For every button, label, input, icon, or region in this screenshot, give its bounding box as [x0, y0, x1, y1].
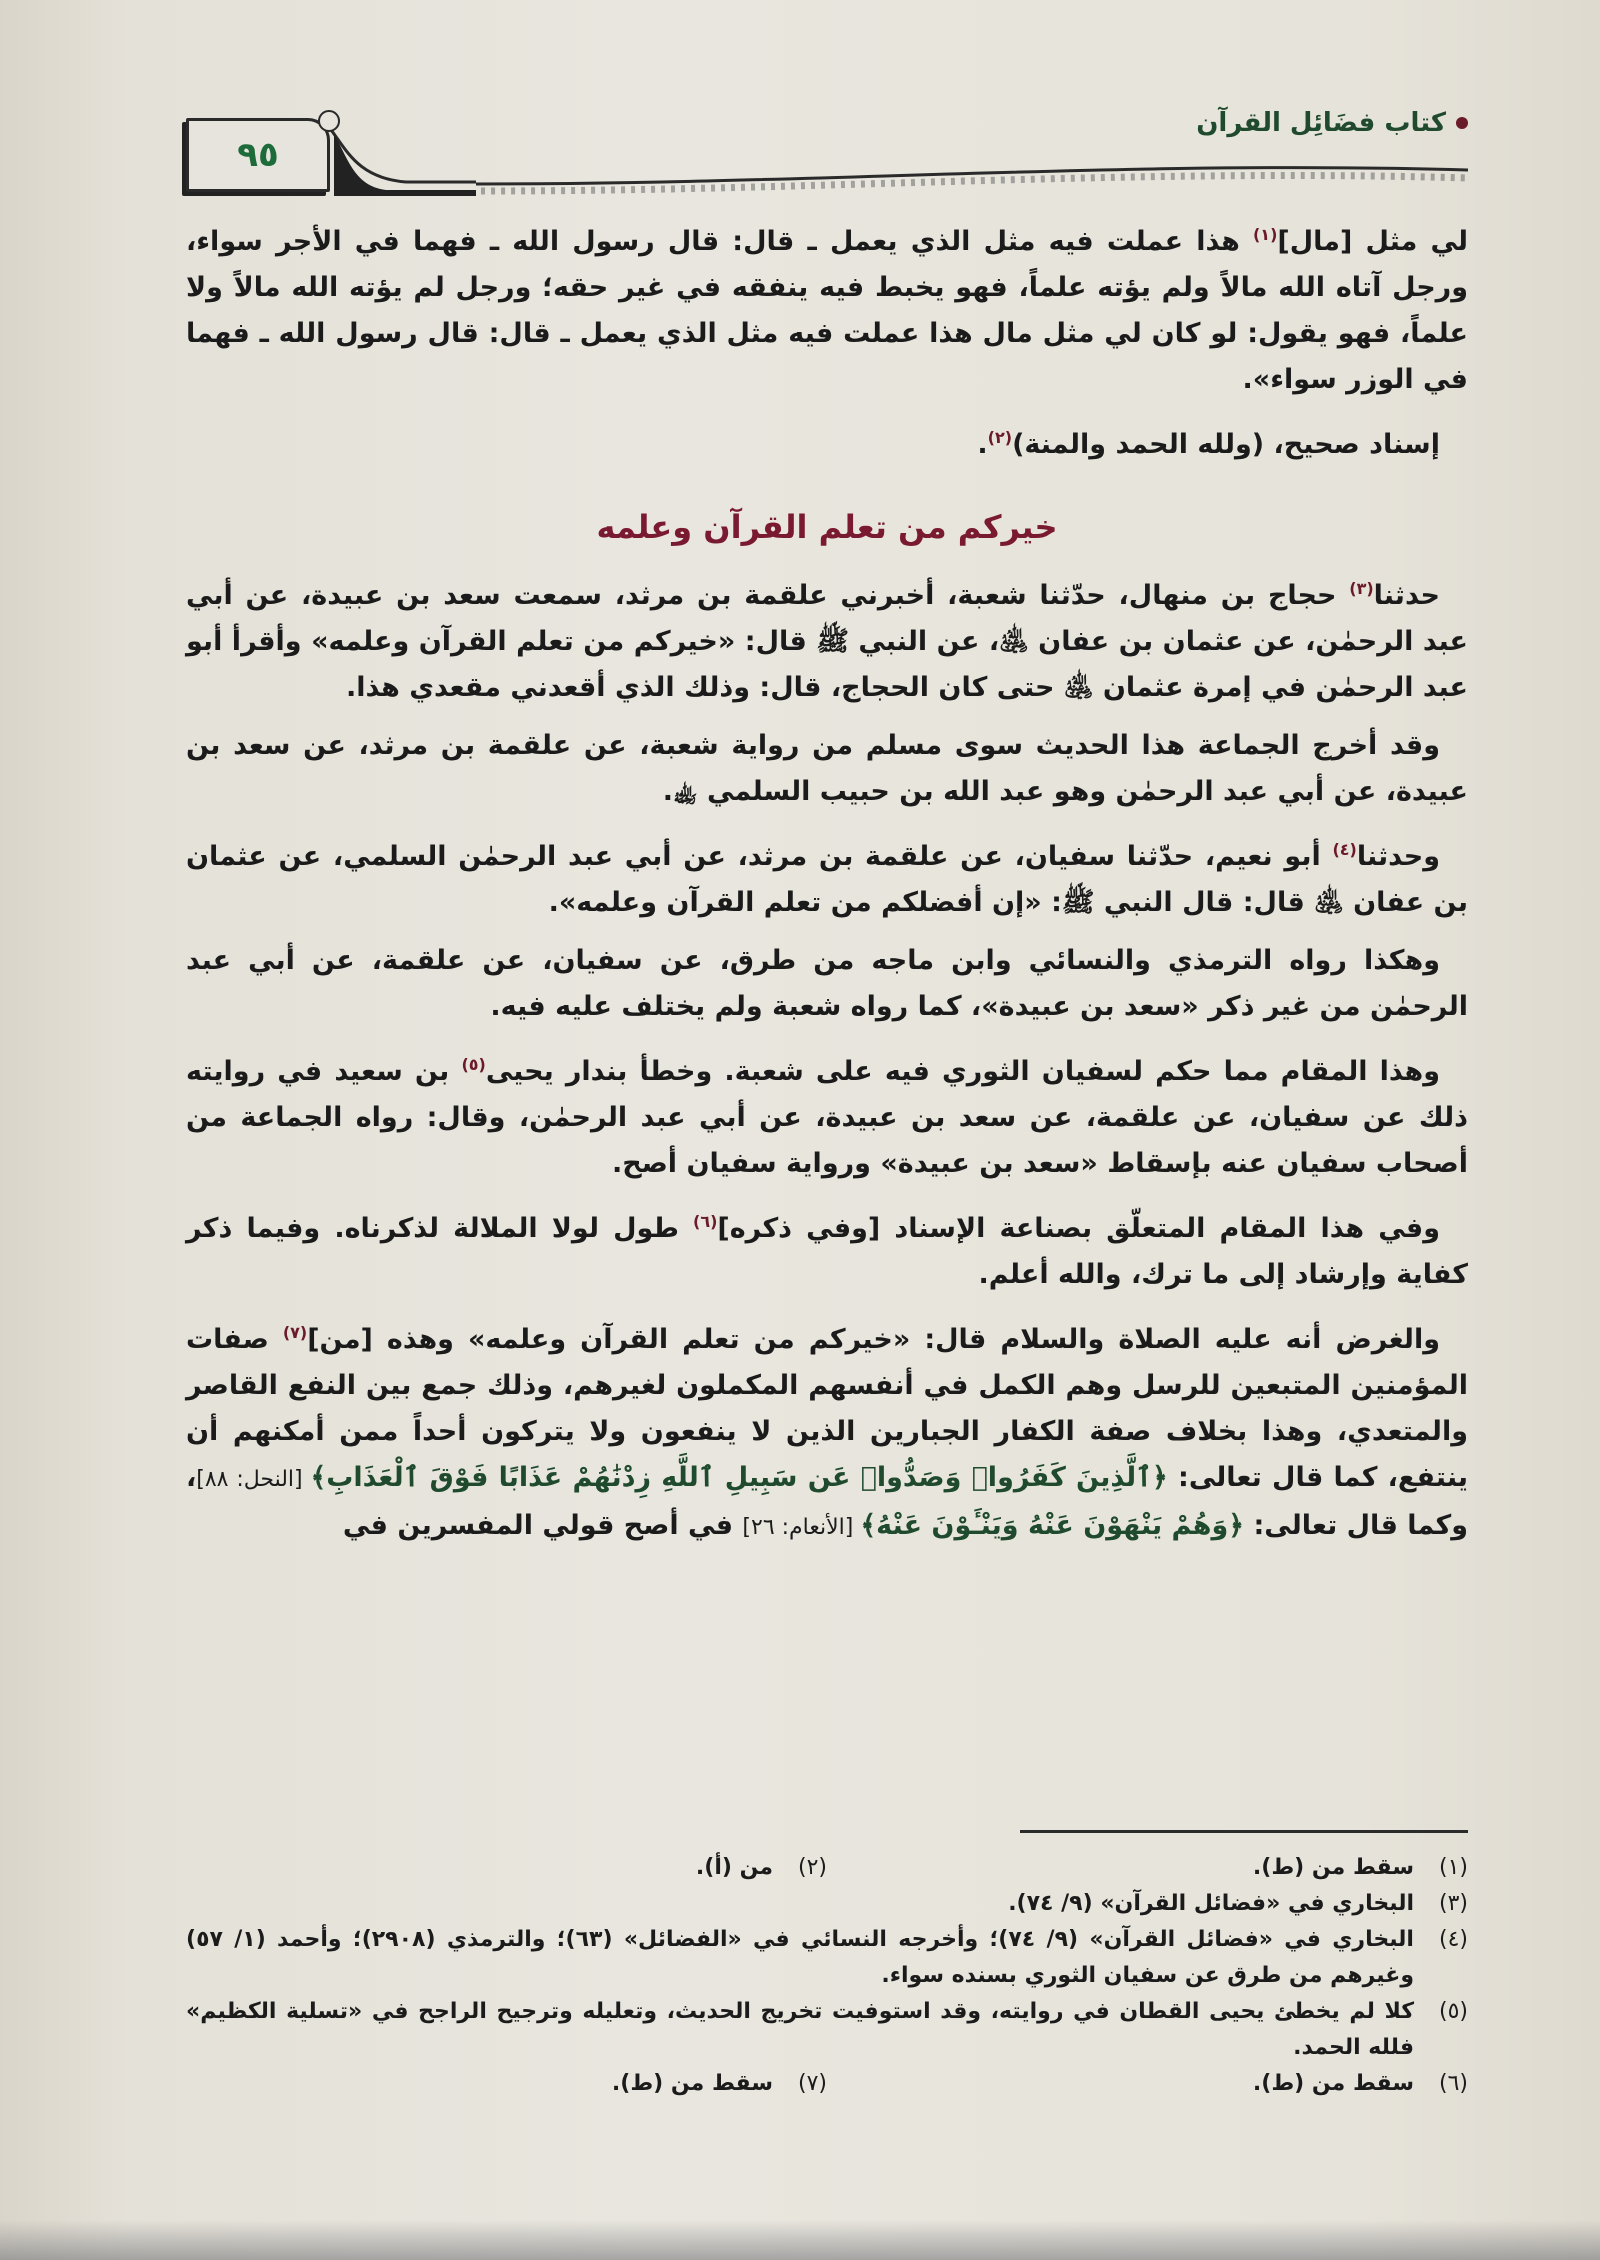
footnote-separator	[1020, 1830, 1468, 1833]
paragraph-text: وهكذا رواه الترمذي والنسائي وابن ماجه من طرق، عن سفيان، عن علقمة، عن أبي عبد الرحمٰن من غير ذكر «سعد بن عبيدة»، كما رواه شعبة ولم يختلف عليه فيه.	[186, 945, 1468, 1022]
footnote-7	[186, 2066, 827, 2102]
footnote-text: البخاري في «فضائل القرآن» (٩/ ٧٤)؛ وأخرجه النسائي في «الفضائل» (٦٣)؛ والترمذي (٢٩٠٨)؛ وأحمد (١/ ٥٧) وغيرهم من طرق عن سفيان الثوري بسنده سواء.	[186, 1927, 1414, 1988]
footnote-text: البخاري في «فضائل القرآن» (٩/ ٧٤).	[1008, 1891, 1414, 1916]
paragraph-text: أبو نعيم، حدّثنا سفيان، عن علقمة بن مرثد، عن أبي عبد الرحمٰن السلمي، عن عثمان بن عفان ﵁ قال: قال النبي ﷺ: «إن أفضلكم من تعلم القرآن وعلمه».	[186, 841, 1468, 918]
footnote-ref[interactable]: (٣)	[1349, 579, 1374, 598]
footnote-number: (٢)	[797, 1855, 827, 1880]
footnote-ref[interactable]: (٤)	[1332, 840, 1357, 859]
paragraph-text: وحدثنا	[1356, 841, 1440, 872]
footnote-ref[interactable]: (٦)	[693, 1212, 718, 1231]
paragraph-text: وهذا المقام مما حكم لسفيان الثوري فيه على شعبة. وخطأ بندار يحيى	[485, 1056, 1440, 1087]
footnote-text: كلا لم يخطئ يحيى القطان في روايته، وقد استوفيت تخريج الحديث، وتعليله وترجيح الراجح في «تسلية الكظيم» فلله الحمد.	[186, 1999, 1414, 2060]
main-text	[186, 212, 1468, 1563]
book-title: كتاب فضَائِل القرآن	[1196, 108, 1446, 138]
paragraph	[186, 1199, 1468, 1298]
footnote-row	[186, 1922, 1468, 1994]
running-title	[1196, 108, 1468, 138]
footnote-number: (٤)	[1438, 1927, 1468, 1952]
footnote-1	[827, 1850, 1468, 1886]
quran-verse: ﴿وَهُمْ يَنْهَوْنَ عَنْهُ وَيَنْـَٔوْنَ عَنْهُ﴾	[860, 1510, 1245, 1541]
paragraph-text: والغرض أنه عليه الصلاة والسلام قال: «خيركم من تعلم القرآن وعلمه» وهذه [من]	[307, 1324, 1440, 1355]
footnote-ref[interactable]: (٧)	[282, 1323, 308, 1342]
footnote-row	[186, 1850, 1468, 1886]
paragraph-text: وفي هذا المقام المتعلّق بصناعة الإسناد [وفي ذكره]	[717, 1213, 1440, 1244]
paragraph-text: لي مثل [مال]	[1277, 226, 1468, 257]
paragraph-text: حدثنا	[1373, 580, 1440, 611]
footnote-ref[interactable]: (٢)	[987, 428, 1013, 447]
paragraph-text: صفات المؤمنين المتبعين للرسل وهم الكمل في أنفسهم المكملون لغيرهم، وذلك جمع بين النفع القاصر والمتعدي، وهذا بخلاف صفة الكفار الجبارين الذين لا ينفعون ولا يتركون أحداً ممن أمكنهم أن ينتفع، كما قال تعالى:	[186, 1324, 1468, 1493]
paragraph-text: طول لولا الملالة لذكرناه. وفيما ذكر كفاية وإرشاد إلى ما ترك، والله أعلم.	[186, 1213, 1468, 1290]
footnote-row	[186, 2066, 1468, 2102]
paragraph-text: إسناد صحيح، (ولله الحمد والمنة)	[1012, 429, 1440, 460]
footnote-3	[186, 1886, 1468, 1922]
paragraph	[186, 938, 1468, 1030]
paragraph-text: حجاج بن منهال، حدّثنا شعبة، أخبرني علقمة بن مرثد، سمعت سعد بن عبيدة، عن أبي عبد الرحمٰن، عن عثمان بن عفان ﵁، عن النبي ﷺ قال: «خيركم من تعلم القرآن وعلمه» وأقرأ أبو عبد الرحمٰن في إمرة عثمان ﵁ حتى كان الحجاج، قال: وذلك الذي أقعدني مقعدي هذا.	[186, 580, 1468, 703]
page-number: ٩٥	[237, 135, 279, 175]
footnote-5	[186, 1994, 1468, 2066]
footnote-text: سقط من (ط).	[1252, 1855, 1414, 1880]
footnote-number: (٥)	[1438, 1999, 1468, 2024]
paragraph-text: بن سعيد في روايته ذلك عن سفيان، عن علقمة، عن سعد بن عبيدة، عن أبي عبد الرحمٰن، وقال: رواه الجماعة من أصحاب سفيان عنه بإسقاط «سعد بن عبيدة» ورواية سفيان أصح.	[186, 1056, 1468, 1179]
page-number-box	[186, 118, 330, 192]
paragraph	[186, 723, 1468, 815]
paragraph	[186, 1310, 1468, 1551]
section-heading: خيركم من تعلم القرآن وعلمه	[596, 508, 1058, 546]
verse-reference: [الأنعام: ٢٦]	[742, 1515, 861, 1540]
paragraph-text: هذا عملت فيه مثل الذي يعمل ـ قال: قال رسول الله ـ فهما في الأجر سواء، ورجل آتاه الله مالاً ولم يؤته علماً، فهو يخبط فيه ينفقه في غير حقه؛ ورجل لم يؤته الله مالاً ولا علماً، فهو يقول: لو كان لي مثل مال هذا عملت فيه مثل الذي يعمل ـ قال: قال رسول الله ـ فهما في الوزر سواء».	[186, 226, 1468, 395]
verse-reference: [النحل: ٨٨]	[196, 1467, 311, 1492]
footnote-2	[186, 1850, 827, 1886]
footnote-number: (٧)	[797, 2071, 827, 2096]
footnote-number: (٣)	[1438, 1891, 1468, 1916]
page-header	[186, 108, 1468, 200]
bullet-dot-icon	[1456, 117, 1468, 129]
paragraph	[186, 212, 1468, 403]
footnote-row	[186, 1994, 1468, 2066]
paragraph	[186, 1042, 1468, 1187]
paragraph-text: وقد أخرج الجماعة هذا الحديث سوى مسلم من رواية شعبة، عن علقمة بن مرثد، عن سعد بن عبيدة، عن أبي عبد الرحمٰن وهو عبد الله بن حبيب السلمي ﵀.	[186, 730, 1468, 807]
paragraph-text: ، وكما قال تعالى:	[186, 1462, 1468, 1541]
footnote-text: سقط من (ط).	[1252, 2071, 1414, 2096]
footnote-ref[interactable]: (١)	[1252, 225, 1278, 244]
footnotes	[186, 1850, 1468, 2102]
footnote-number: (١)	[1438, 1855, 1468, 1880]
paragraph-text: في أصح قولي المفسرين في	[342, 1510, 743, 1541]
footnote-number: (٦)	[1438, 2071, 1468, 2096]
page-edge-shadow	[0, 2220, 1600, 2260]
footnote-text: سقط من (ط).	[611, 2071, 773, 2096]
footnote-row	[186, 1886, 1468, 1922]
paragraph	[186, 415, 1468, 468]
footnote-6	[827, 2066, 1468, 2102]
quran-verse: ﴿ٱلَّذِينَ كَفَرُوا۟ وَصَدُّوا۟ عَن سَبِيلِ ٱللَّهِ زِدْنَٰهُمْ عَذَابًا فَوْقَ ٱلْعَذَابِ﴾	[310, 1462, 1168, 1493]
paragraph-text: .	[977, 429, 988, 460]
footnote-ref[interactable]: (٥)	[461, 1055, 486, 1074]
header-knob-icon	[318, 110, 340, 132]
footnote-4	[186, 1922, 1468, 1994]
footnote-text: من (أ).	[695, 1855, 773, 1880]
paragraph	[186, 566, 1468, 711]
paragraph	[186, 827, 1468, 926]
